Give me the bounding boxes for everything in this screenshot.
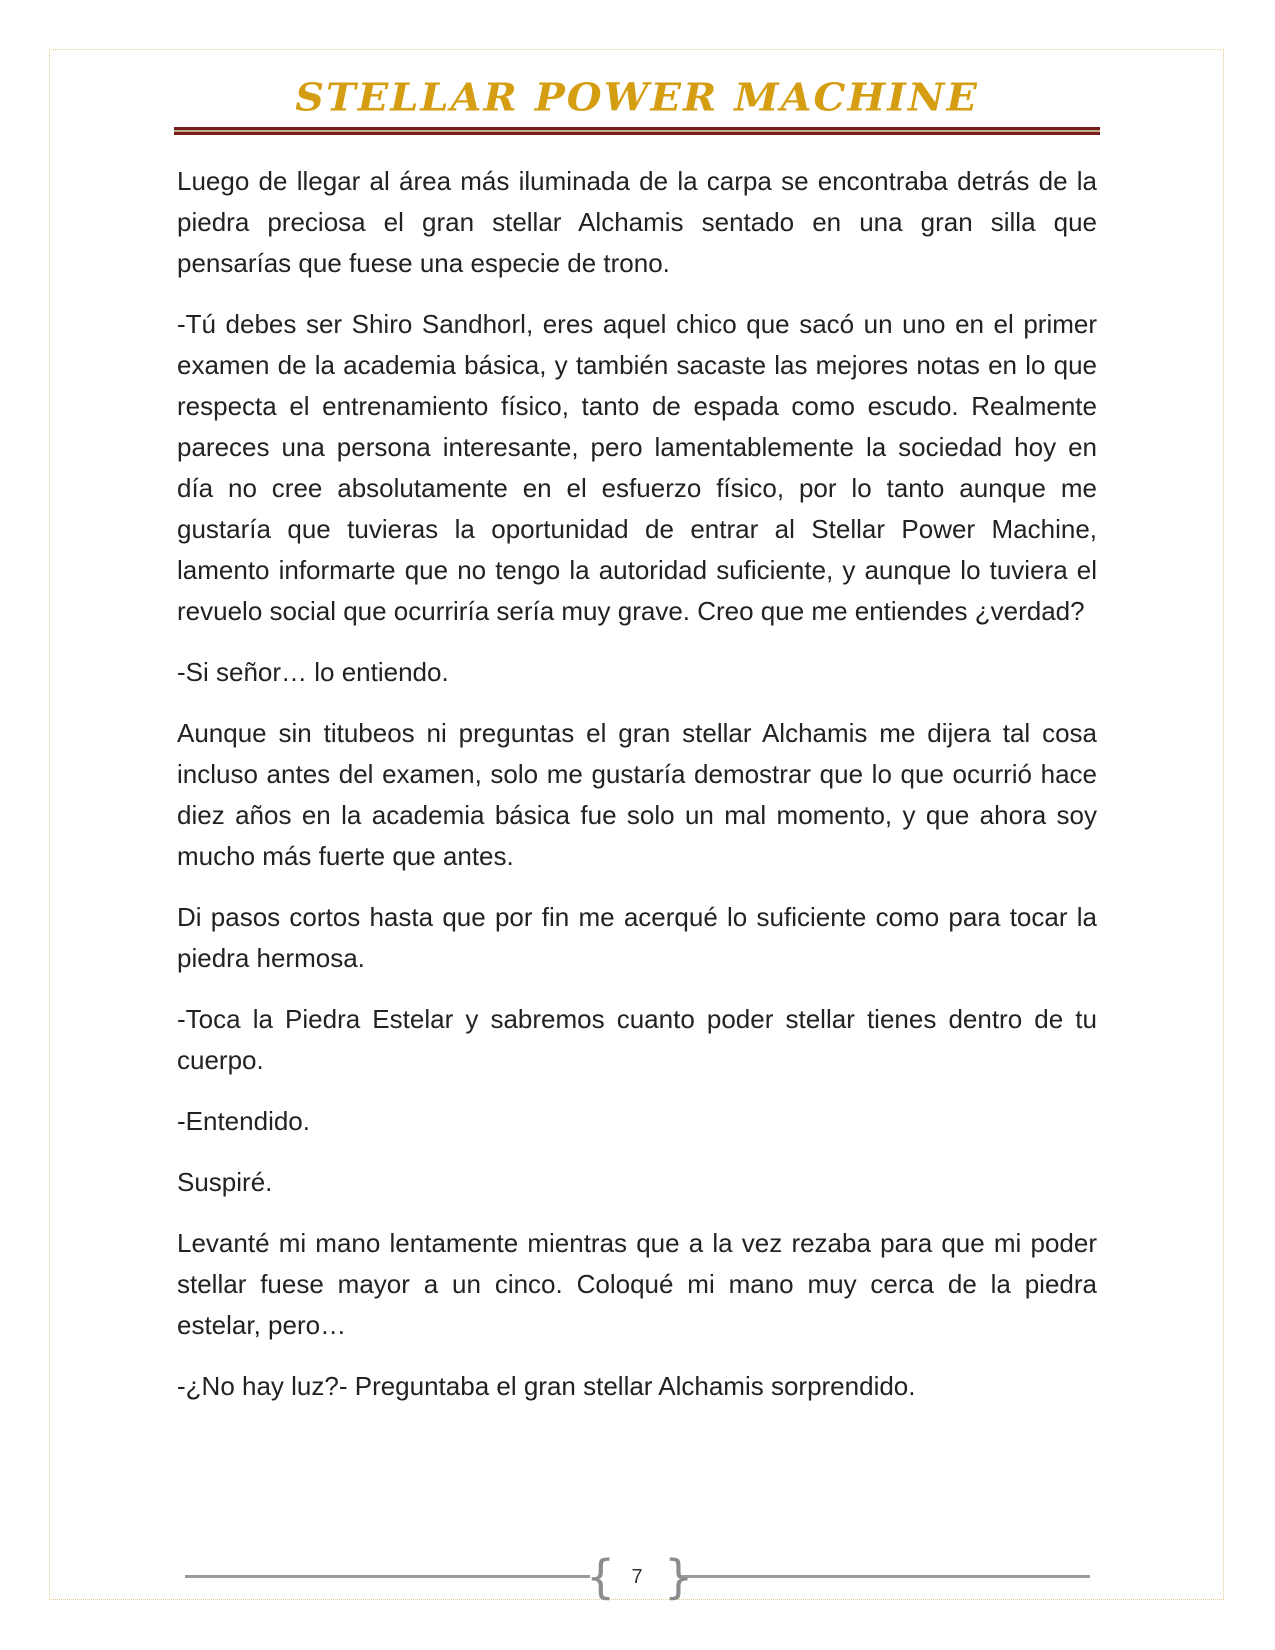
paragraph: -Tú debes ser Shiro Sandhorl, eres aquel chico que sacó un uno en el primer examen de la academia básica, y también sacaste las mejores notas en lo que respecta el entrenamiento físico, tanto de espada como escudo. Realmente pareces una persona interesante, pero lamentablemente la sociedad hoy en día no cree absolutamente en el esfuerzo físico, por lo tanto aunque me gustaría que tuvieras la oportunidad de entrar al Stellar Power Machine, lamento informarte que no tengo la autoridad suficiente, y aunque lo tuviera el revuelo social que ocurriría sería muy grave. Creo que me entiendes ¿verdad? — [177, 309, 1097, 626]
paragraph: Levanté mi mano lentamente mientras que a la vez rezaba para que mi poder stellar fuese mayor a un cinco. Coloqué mi mano muy cerca de la piedra estelar, pero… — [177, 1228, 1097, 1340]
footer-rule-left — [185, 1575, 590, 1578]
left-brace-icon: { — [586, 1550, 616, 1604]
page-number: 7 — [631, 1566, 643, 1588]
right-brace-icon: } — [664, 1550, 694, 1604]
paragraph: -Entendido. — [177, 1106, 310, 1136]
footer-rule-right — [680, 1575, 1090, 1578]
body-text — [177, 161, 1097, 1427]
paragraph: Luego de llegar al área más iluminada de la carpa se encontraba detrás de la piedra preciosa el gran stellar Alchamis sentado en una gran silla que pensarías que fuese una especie de trono. — [177, 166, 1097, 278]
paragraph: Aunque sin titubeos ni preguntas el gran stellar Alchamis me dijera tal cosa incluso antes del examen, solo me gustaría demostrar que lo que ocurrió hace diez años en la academia básica fue solo un mal momento, y que ahora soy mucho más fuerte que antes. — [177, 718, 1097, 871]
header-rule-inner — [174, 130, 1100, 132]
paragraph: -Si señor… lo entiendo. — [177, 657, 449, 687]
document-title: STELLAR POWER MACHINE — [295, 75, 979, 120]
paragraph: Suspiré. — [177, 1167, 273, 1197]
paragraph: -¿No hay luz?- Preguntaba el gran stellar Alchamis sorprendido. — [177, 1371, 916, 1401]
paragraph: -Toca la Piedra Estelar y sabremos cuanto poder stellar tienes dentro de tu cuerpo. — [177, 1004, 1097, 1075]
paragraph: Di pasos cortos hasta que por fin me acerqué lo suficiente como para tocar la piedra hermosa. — [177, 902, 1097, 973]
